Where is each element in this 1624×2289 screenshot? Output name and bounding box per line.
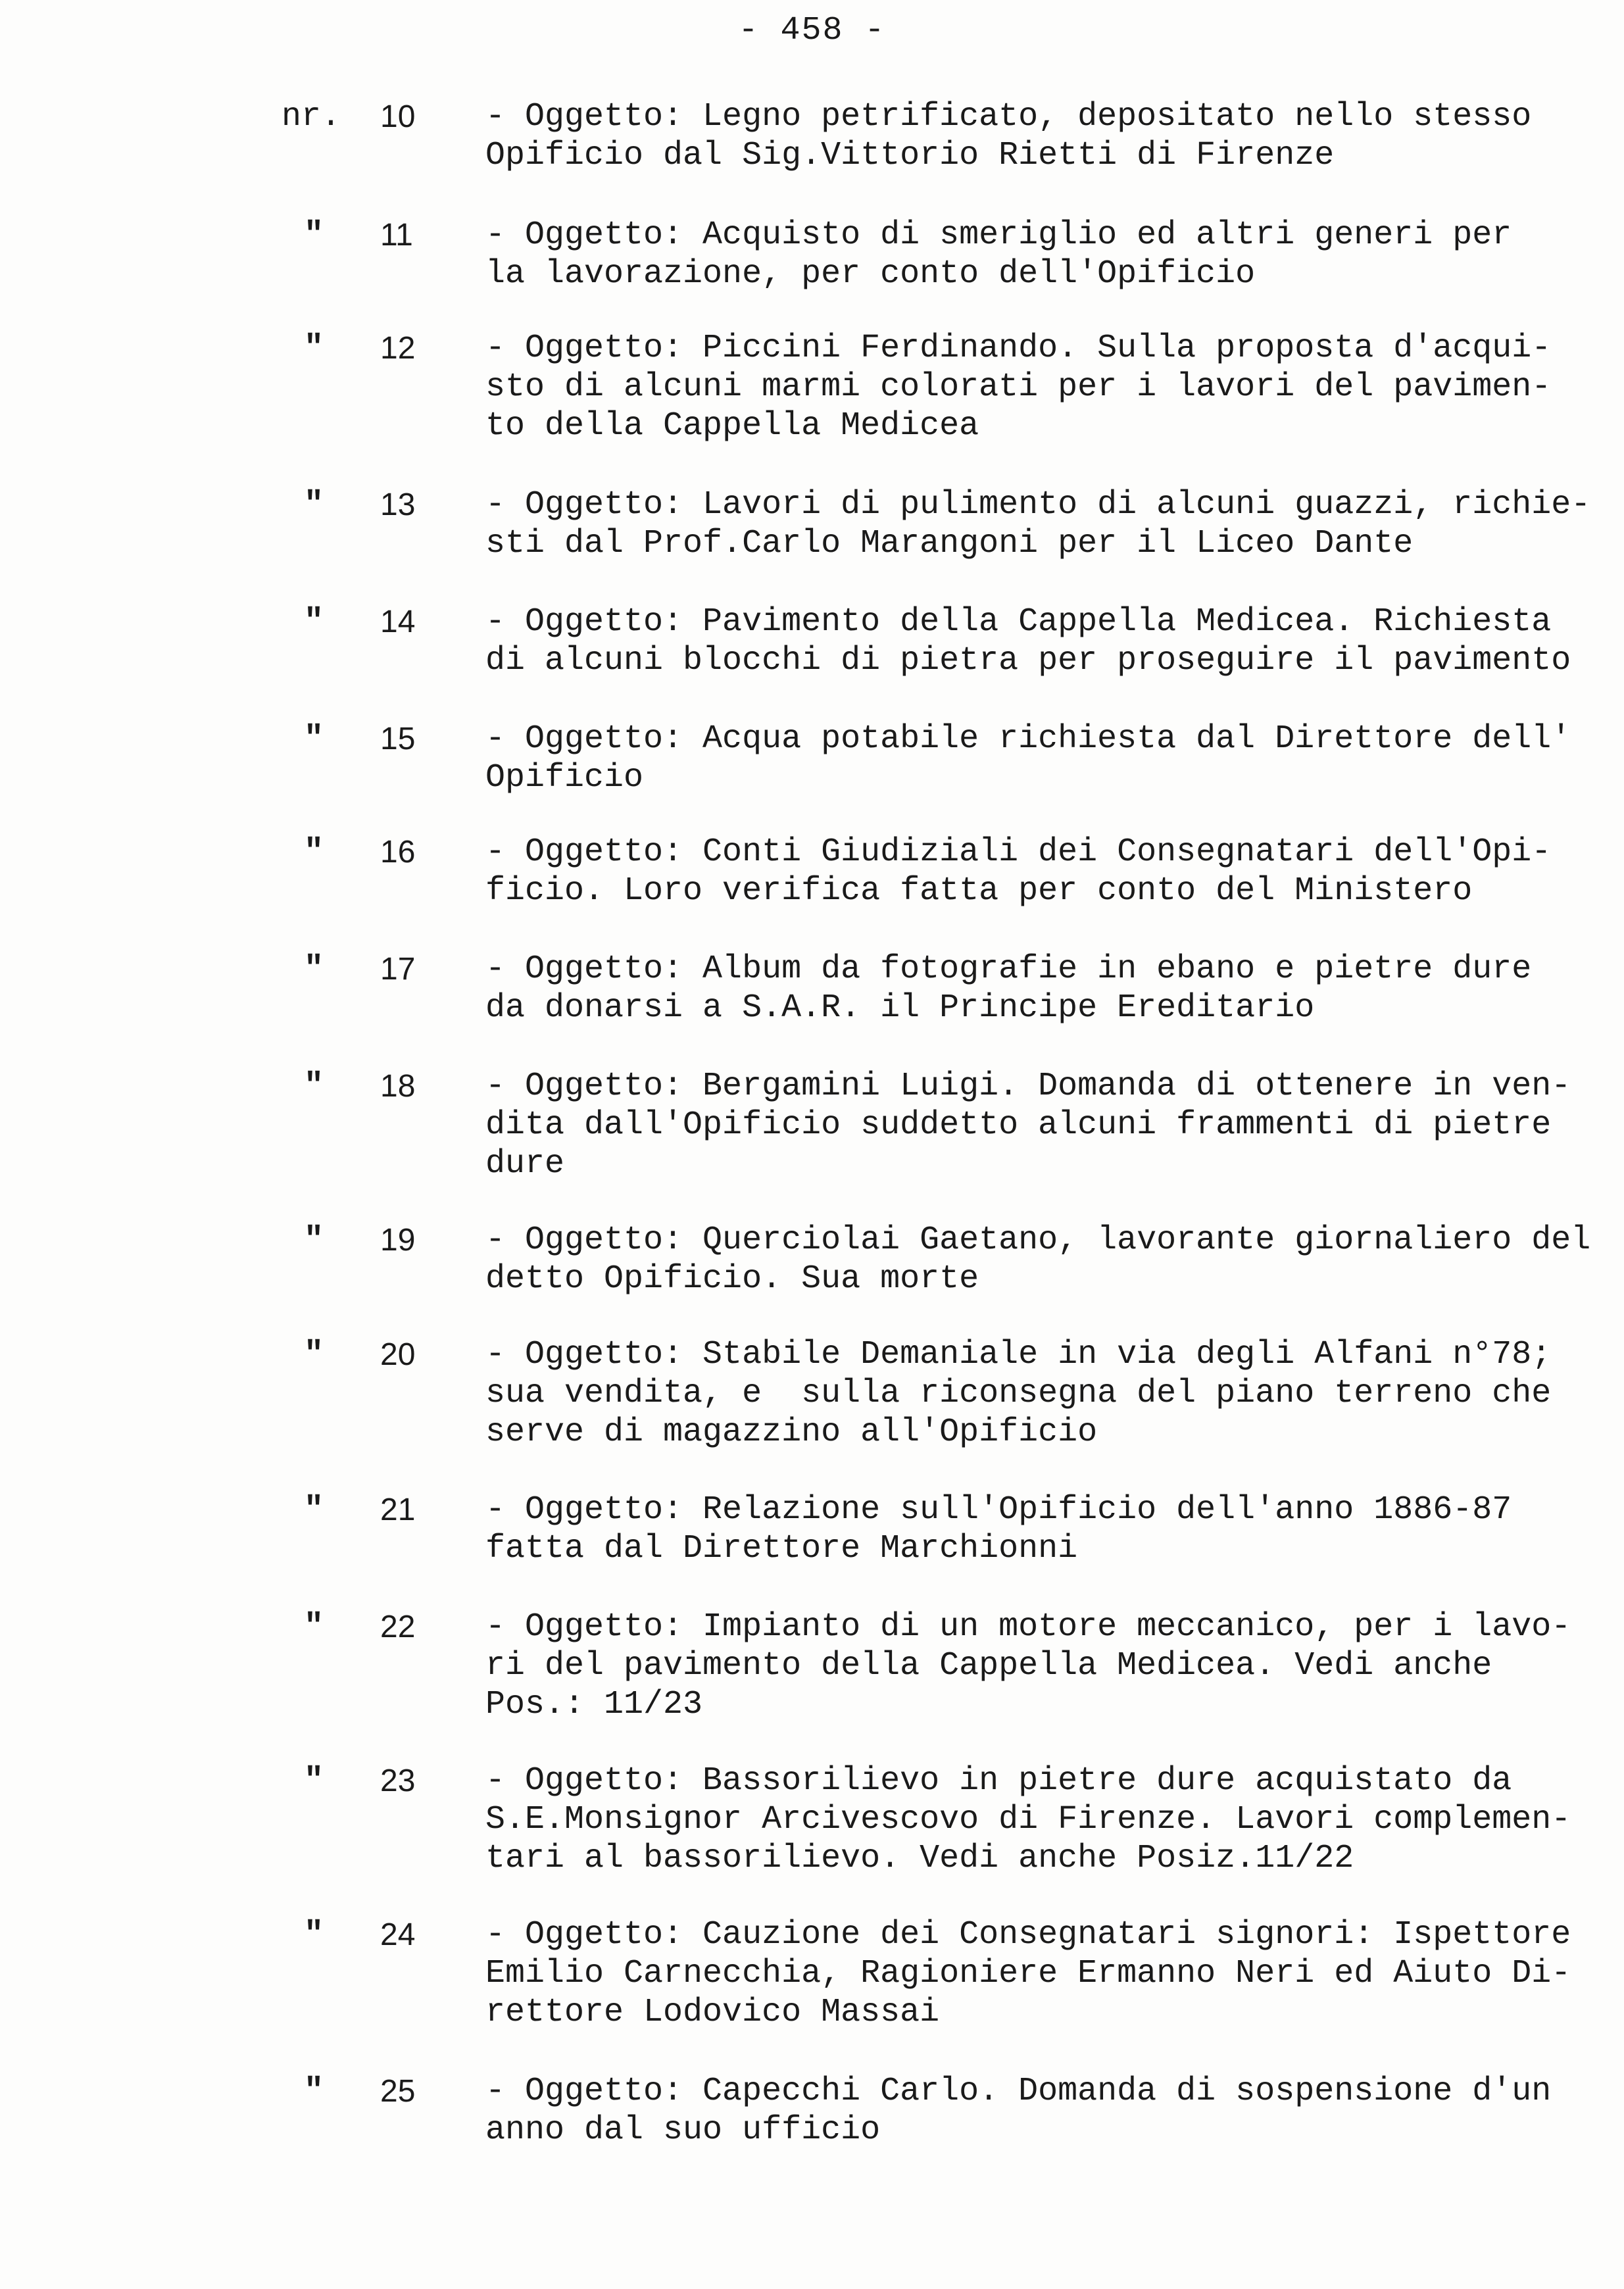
- entry-line: - Oggetto: Relazione sull'Opificio dell'anno 1886-87: [485, 1491, 1512, 1529]
- entry-number: 24: [380, 1917, 416, 1952]
- entry-line: - Oggetto: Pavimento della Cappella Medicea. Richiesta: [485, 603, 1552, 641]
- entry-line: Emilio Carnecchia, Ragioniere Ermanno Neri ed Aiuto Di-: [485, 1955, 1571, 1992]
- entry-line: - Oggetto: Conti Giudiziali dei Consegnatari dell'Opi-: [485, 833, 1552, 871]
- entry-line: sto di alcuni marmi colorati per i lavori del pavimen-: [485, 368, 1552, 406]
- entry-number: 20: [380, 1337, 416, 1372]
- ditto-mark: ": [304, 720, 324, 758]
- entry-line: - Oggetto: Legno petrificato, depositato nello stesso: [485, 98, 1532, 135]
- entry-line: - Oggetto: Bergamini Luigi. Domanda di ottenere in ven-: [485, 1068, 1571, 1105]
- entry-number: 21: [380, 1492, 416, 1527]
- entry-number: 10: [380, 99, 416, 134]
- entry-line: - Oggetto: Acqua potabile richiesta dal Direttore dell': [485, 720, 1571, 758]
- entry-text: [485, 1221, 1590, 1298]
- entry-number: 18: [380, 1069, 416, 1104]
- entry-line: - Oggetto: Capecchi Carlo. Domanda di sospensione d'un: [485, 2073, 1552, 2110]
- ditto-mark: ": [304, 330, 324, 367]
- entry-line: di alcuni blocchi di pietra per proseguire il pavimento: [485, 642, 1571, 679]
- entry-text: [485, 1067, 1590, 1183]
- entry-line: - Oggetto: Lavori di pulimento di alcuni guazzi, richie-: [485, 486, 1591, 524]
- entry-text: [485, 2072, 1590, 2150]
- entry-line: - Oggetto: Acquisto di smeriglio ed altri generi per: [485, 216, 1512, 254]
- entry-line: sua vendita, e sulla riconsegna del piano terreno che: [485, 1375, 1552, 1412]
- entry-number: 11: [380, 218, 413, 253]
- entry-line: dita dall'Opificio suddetto alcuni frammenti di pietre: [485, 1106, 1552, 1144]
- ditto-mark: ": [304, 1491, 324, 1529]
- ditto-mark: ": [304, 603, 324, 641]
- entry-number: 22: [380, 1610, 416, 1644]
- ditto-mark: ": [304, 2073, 324, 2110]
- ditto-mark: ": [304, 486, 324, 524]
- entry-text: [485, 1490, 1590, 1568]
- entry-line: - Oggetto: Querciolai Gaetano, lavorante giornaliero del: [485, 1221, 1591, 1259]
- entry-number: 12: [380, 331, 416, 366]
- entry-line: to della Cappella Medicea: [485, 407, 979, 445]
- entry-text: [485, 1608, 1590, 1724]
- entry-prefix: nr.: [282, 98, 341, 135]
- entry-line: detto Opificio. Sua morte: [485, 1260, 979, 1298]
- entry-line: - Oggetto: Cauzione dei Consegnatari signori: Ispettore: [485, 1916, 1571, 1954]
- ditto-mark: ": [304, 833, 324, 871]
- entry-number: 23: [380, 1763, 416, 1798]
- entry-line: rettore Lodovico Massai: [485, 1994, 940, 2031]
- entry-line: - Oggetto: Stabile Demaniale in via degli Alfani n°78;: [485, 1336, 1552, 1373]
- entry-line: anno dal suo ufficio: [485, 2111, 881, 2149]
- entry-line: - Oggetto: Album da fotografie in ebano e pietre dure: [485, 950, 1532, 988]
- entry-number: 25: [380, 2074, 416, 2109]
- entry-line: Opificio: [485, 759, 644, 797]
- entry-number: 13: [380, 487, 416, 522]
- entry-line: - Oggetto: Piccini Ferdinando. Sulla proposta d'acqui-: [485, 330, 1552, 367]
- entry-line: tari al bassorilievo. Vedi anche Posiz.11/22: [485, 1840, 1354, 1877]
- entry-number: 17: [380, 952, 416, 987]
- ditto-mark: ": [304, 950, 324, 988]
- ditto-mark: ": [304, 1608, 324, 1646]
- entry-number: 15: [380, 722, 416, 756]
- ditto-mark: ": [304, 1762, 324, 1800]
- entry-number: 14: [380, 604, 416, 639]
- entry-line: - Oggetto: Impianto di un motore meccanico, per i lavo-: [485, 1608, 1571, 1646]
- entry-line: serve di magazzino all'Opificio: [485, 1414, 1098, 1451]
- ditto-mark: ": [304, 216, 324, 254]
- entry-text: [485, 720, 1590, 797]
- ditto-mark: ": [304, 1336, 324, 1373]
- entry-line: Opificio dal Sig.Vittorio Rietti di Firenze: [485, 137, 1335, 174]
- page-number: - 458 -: [738, 12, 886, 49]
- entry-text: [485, 1335, 1590, 1452]
- entry-line: Pos.: 11/23: [485, 1686, 703, 1723]
- entry-line: - Oggetto: Bassorilievo in pietre dure acquistato da: [485, 1762, 1512, 1800]
- entry-text: [485, 1761, 1590, 1878]
- entry-line: fatta dal Direttore Marchionni: [485, 1530, 1078, 1567]
- ditto-mark: ": [304, 1068, 324, 1105]
- entry-text: [485, 97, 1590, 175]
- entry-text: [485, 603, 1590, 680]
- entry-line: ficio. Loro verifica fatta per conto del Ministero: [485, 872, 1473, 910]
- entry-text: [485, 216, 1590, 293]
- entry-line: ri del pavimento della Cappella Medicea. Vedi anche: [485, 1647, 1492, 1685]
- ditto-mark: ": [304, 1916, 324, 1954]
- ditto-mark: ": [304, 1221, 324, 1259]
- entry-text: [485, 329, 1590, 445]
- entry-text: [485, 485, 1590, 563]
- entry-line: S.E.Monsignor Arcivescovo di Firenze. Lavori complemen-: [485, 1801, 1571, 1838]
- entry-text: [485, 1915, 1590, 2032]
- entry-line: la lavorazione, per conto dell'Opificio: [485, 255, 1256, 293]
- entry-text: [485, 950, 1590, 1027]
- entry-line: sti dal Prof.Carlo Marangoni per il Liceo Dante: [485, 525, 1414, 562]
- entry-text: [485, 833, 1590, 910]
- entry-line: dure: [485, 1145, 565, 1183]
- entry-number: 19: [380, 1223, 416, 1258]
- entry-number: 16: [380, 835, 416, 870]
- entry-line: da donarsi a S.A.R. il Principe Ereditario: [485, 989, 1315, 1027]
